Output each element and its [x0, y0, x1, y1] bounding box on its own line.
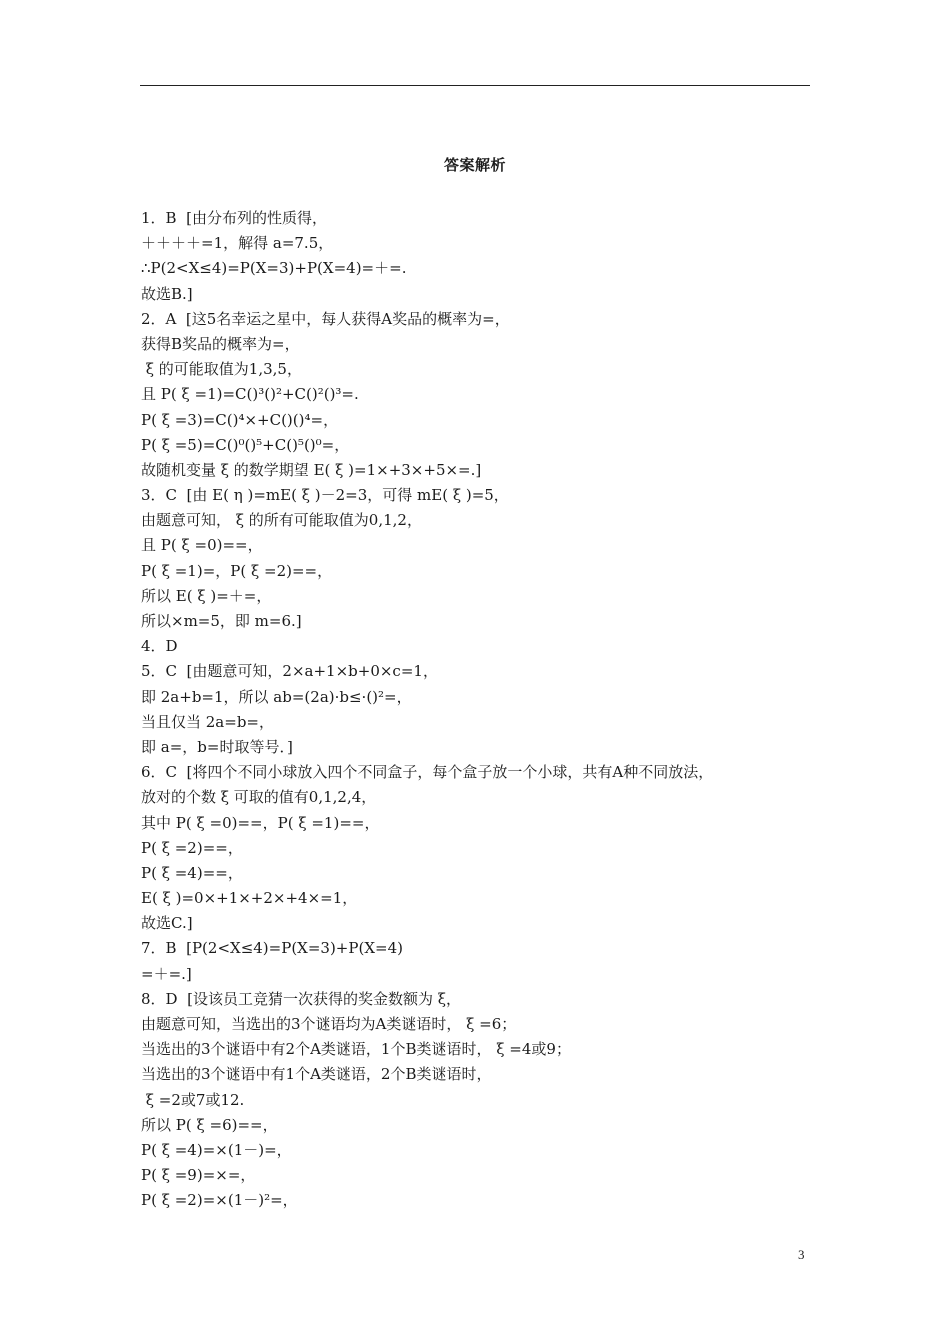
- text-line: 3．C [由 E( η )=mE( ξ )－2=3，可得 mE( ξ )=5，: [141, 486, 509, 505]
- text-line: 故随机变量 ξ 的数学期望 E( ξ )=1×+3×+5×=.]: [141, 460, 482, 479]
- text-line: P( ξ =4)==，: [141, 863, 243, 882]
- text-line: 故选C.]: [141, 914, 193, 933]
- header-rule: [140, 85, 810, 86]
- text-line: =＋=.]: [141, 964, 192, 983]
- text-line: 7．B [P(2<X≤4)=P(X=3)+P(X=4): [141, 939, 403, 958]
- text-line: 其中 P( ξ =0)==，P( ξ =1)==，: [141, 813, 380, 832]
- text-line: ξ =2或7或12.: [141, 1090, 245, 1109]
- text-line: 8．D [设该员工竞猜一次获得的奖金数额为 ξ，: [141, 989, 461, 1008]
- text-line: P( ξ =9)=×=，: [141, 1166, 256, 1185]
- text-line: 所以 E( ξ )=＋=，: [141, 586, 272, 605]
- text-line: 当且仅当 2a=b=，: [141, 712, 274, 731]
- text-line: P( ξ =3)=C()⁴×+C()()⁴=，: [141, 410, 339, 429]
- text-line: 由题意可知，当选出的3个谜语均为A类谜语时， ξ =6；: [141, 1015, 517, 1033]
- text-line: 即 2a+b=1，所以 ab=(2a)·b≤·()²=，: [141, 687, 412, 706]
- text-line: E( ξ )=0×+1×+2×+4×=1，: [141, 889, 358, 908]
- text-line: 所以×m=5，即 m=6.]: [141, 612, 302, 630]
- text-line: P( ξ =4)=×(1－)=，: [141, 1140, 292, 1159]
- text-line: 即 a=，b=时取等号．]: [141, 737, 293, 756]
- section-title: 答案解析: [443, 156, 506, 174]
- text-line: P( ξ =2)=×(1－)²=，: [141, 1191, 298, 1210]
- text-line: 4．D: [141, 637, 178, 656]
- text-line: ＋＋＋＋=1，解得 a=7.5，: [141, 234, 334, 253]
- text-line: 1．B [由分布列的性质得，: [141, 209, 327, 227]
- text-line: ξ 的可能取值为1,3,5，: [141, 360, 302, 379]
- answer-text: [141, 206, 821, 1214]
- text-line: 5．C [由题意可知，2×a+1×b+0×c=1，: [141, 662, 438, 681]
- text-line: 故选B.]: [141, 284, 193, 303]
- text-line: 由题意可知， ξ 的所有可能取值为0,1,2，: [141, 511, 422, 530]
- text-line: 2．A [这5名幸运之星中，每人获得A奖品的概率为=，: [141, 309, 510, 328]
- text-line: 当选出的3个谜语中有1个A类谜语，2个B类谜语时，: [141, 1065, 492, 1084]
- text-line: 且 P( ξ =0)==，: [141, 536, 263, 555]
- text-line: 获得B奖品的概率为=，: [141, 334, 300, 353]
- text-line: 所以 P( ξ =6)==，: [141, 1115, 278, 1134]
- text-line: 且 P( ξ =1)=C()³()²+C()²()³=.: [141, 385, 359, 404]
- text-line: ∴P(2<X≤4)=P(X=3)+P(X=4)=＋=.: [141, 259, 407, 278]
- text-line: 6．C [将四个不同小球放入四个不同盒子，每个盒子放一个小球，共有A种不同放法，: [141, 763, 714, 782]
- text-line: P( ξ =2)==，: [141, 838, 243, 857]
- text-line: P( ξ =1)=，P( ξ =2)==，: [141, 561, 333, 580]
- text-line: 当选出的3个谜语中有2个A类谜语，1个B类谜语时， ξ =4或9；: [141, 1040, 571, 1059]
- page-number: 3: [798, 1247, 805, 1262]
- text-line: P( ξ =5)=C()⁰()⁵+C()⁵()⁰=，: [141, 435, 350, 454]
- text-line: 放对的个数 ξ 可取的值有0,1,2,4，: [141, 788, 377, 807]
